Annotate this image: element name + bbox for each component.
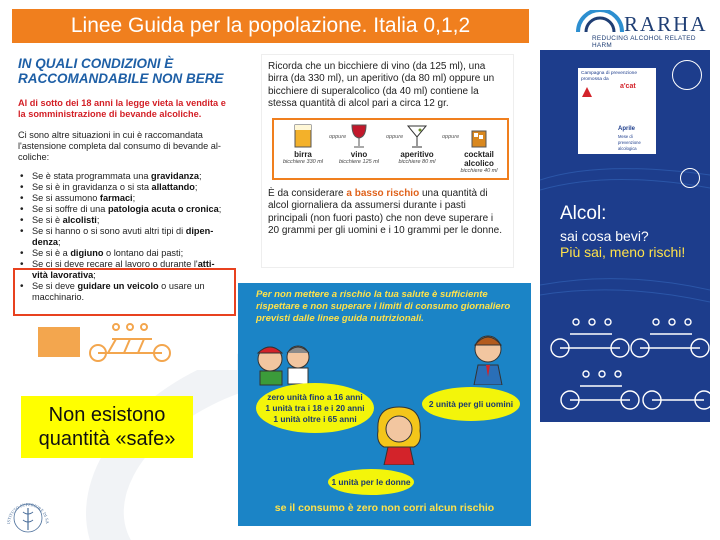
bubble-line: 1 unità oltre i 65 anni — [273, 413, 357, 424]
oppure-label: oppure — [329, 134, 347, 141]
conditions-heading — [18, 56, 229, 86]
item-text: Se si è a — [32, 248, 71, 258]
item-bold: guidare un veicolo — [77, 281, 159, 291]
list-item — [18, 215, 229, 226]
who-logo-icon — [680, 168, 700, 188]
logo-tagline: REDUCING ALCOHOL RELATED HARM — [592, 35, 696, 49]
daily-limits-panel — [238, 283, 531, 526]
oppure-label: oppure — [442, 134, 460, 141]
heading-line: IN QUALI CONDIZIONI È — [18, 56, 174, 71]
woman-icon — [372, 401, 426, 465]
highlight-box — [13, 268, 236, 316]
low-risk-pre: È da considerare — [268, 188, 347, 200]
tandem-bike-icon — [12, 315, 237, 370]
item-text: Se si soffre di una — [32, 204, 108, 214]
svg-text:ISTITUTO SUPERIORE DI SANITÀ — [4, 494, 50, 525]
warning-line: la somministrazione di bevande alcoliche. — [18, 109, 202, 119]
poster-title: Alcol: — [560, 203, 607, 224]
limits-title: Per non mettere a rischio la tua salute è sufficiente rispettare e non superare i limiti di consumo giornaliero previsti dalle linee guida nutrizionali. — [256, 289, 511, 324]
item-text: ; — [194, 182, 198, 192]
item-text: ; — [58, 237, 61, 247]
item-text: Se si deve — [32, 281, 78, 291]
drink-volume: bicchiere 80 ml — [398, 159, 436, 166]
rarha-arc-icon — [576, 10, 624, 32]
low-risk-highlight: a basso rischio — [346, 188, 420, 200]
safe-line: Non esistono — [48, 404, 166, 426]
drink-aperitivo — [392, 123, 442, 165]
cocktail-glass-icon — [406, 123, 428, 149]
item-bold: alcolisti — [62, 215, 97, 225]
item-text: o usare un macchinario. — [32, 281, 205, 302]
item-text: ; — [96, 215, 100, 225]
low-risk-post: una quantità di alcol giornaliera da assumersi durante i pasti principali (non fuori pasto) che non deve superare i 20 grammi per gli uomini e i 10 grammi per le donne. — [268, 188, 502, 237]
drink-cocktail — [450, 123, 508, 174]
item-text: ; — [218, 204, 222, 214]
item-text: ; — [93, 270, 96, 280]
drink-volume: bicchiere 40 ml — [460, 168, 498, 175]
campaign-card — [578, 68, 656, 154]
iss-seal-icon — [4, 494, 52, 538]
list-item — [18, 248, 229, 259]
month-sub: Mese di prevenzione alcologica — [618, 134, 641, 151]
campaign-poster — [540, 50, 710, 422]
drink-beer — [278, 123, 328, 165]
list-item — [18, 204, 229, 215]
low-risk-text — [268, 188, 507, 237]
item-bold: farmaci — [99, 193, 133, 203]
item-text: Se ci si deve recare al lavoro o durante l' — [32, 259, 198, 269]
logo-name: RARHA — [624, 12, 708, 36]
warning-line: Al di sotto dei 18 anni la legge vieta la vendita e — [18, 98, 226, 108]
item-bold: gravidanza — [151, 171, 199, 181]
zero-risk-note: se il consumo è zero non corri alcun rischio — [274, 502, 495, 514]
drinks-strip — [272, 118, 509, 180]
item-text: Se si è in gravidanza o si sta — [32, 182, 152, 192]
rarha-logo — [572, 8, 712, 49]
intro-line: l'astensione completa dal consumo di bevande al- — [18, 141, 221, 151]
list-item — [18, 182, 229, 193]
wine-glass-icon — [348, 123, 370, 149]
item-text: Se è stata programmata una — [32, 171, 151, 181]
intro-line: coliche: — [18, 152, 50, 162]
warning-triangle-icon — [581, 86, 593, 98]
item-bold: dipen-denza — [32, 226, 214, 247]
item-bold: patologia acuta o cronica — [107, 204, 219, 214]
item-bold: allattando — [151, 182, 195, 192]
list-item — [18, 226, 229, 248]
intro-line: Ci sono altre situazioni in cui è raccomandata — [18, 130, 203, 140]
drink-equivalence-panel — [262, 55, 513, 267]
safe-quantity-note — [21, 396, 193, 458]
card-text: promossa da — [581, 77, 609, 82]
item-bold: digiuno — [70, 248, 104, 258]
bubble-line: zero unità fino a 16 anni — [267, 391, 363, 402]
iss-seal-text: ISTITUTO SUPERIORE DI SA — [5, 501, 51, 525]
drink-volume: bicchiere 330 ml — [282, 159, 324, 166]
man-icon — [466, 329, 510, 385]
drink-name: birra — [294, 150, 312, 160]
equivalence-text: Ricorda che un bicchiere di vino (da 125 ml), una birra (da 330 ml), un aperitivo (da 80 ml) oppure un bicchiere di superalcolico (da 40 ml) contiene la stessa quantità di alcol pari a circa 12 gr. — [268, 61, 495, 109]
item-text: Se si assumono — [32, 193, 100, 203]
month-label: Aprile — [618, 126, 636, 132]
safe-line: quantità «safe» — [38, 428, 176, 450]
slide-title: Linee Guida per la popolazione. Italia 0,1,2 — [12, 9, 529, 43]
poster-slogan: Più sai, meno rischi! — [560, 244, 686, 260]
item-text: Se si è — [32, 215, 63, 225]
intro-text — [18, 130, 229, 163]
men-limit-bubble: 2 unità per gli uomini — [422, 387, 520, 421]
oppure-label: oppure — [386, 134, 404, 141]
item-bold: atti-vità lavorativa — [32, 259, 215, 280]
young-person-icon — [252, 339, 316, 387]
tandem-bikes-icon — [540, 300, 710, 422]
aicat-label: a'cat — [620, 83, 636, 90]
shot-glass-icon — [468, 123, 490, 149]
item-text: o lontano dai pasti; — [103, 248, 184, 258]
iss-poster-seal-icon — [672, 60, 702, 90]
card-text: Campagna di prevenzione — [581, 71, 638, 76]
list-item — [18, 171, 229, 182]
item-text: ; — [199, 171, 202, 181]
list-item — [18, 193, 229, 204]
age-limits-bubble — [256, 383, 374, 433]
item-text: ; — [132, 193, 136, 203]
beer-glass-icon — [292, 123, 314, 149]
heading-line: RACCOMANDABILE NON BERE — [18, 71, 224, 86]
women-limit-bubble: 1 unità per le donne — [328, 469, 414, 495]
drink-volume: bicchiere 125 ml — [338, 159, 380, 166]
item-text: Se si hanno o si sono avuti altri tipi di — [32, 226, 186, 236]
drink-name: aperitivo — [400, 150, 434, 160]
drink-wine — [334, 123, 384, 165]
drink-name: vino — [350, 150, 368, 160]
drink-name: cocktail alcolico — [464, 150, 494, 169]
poster-subtitle: sai cosa bevi? — [560, 228, 649, 244]
bubble-line: 1 unità tra i 18 e i 20 anni — [265, 402, 365, 413]
age-warning — [18, 98, 229, 120]
